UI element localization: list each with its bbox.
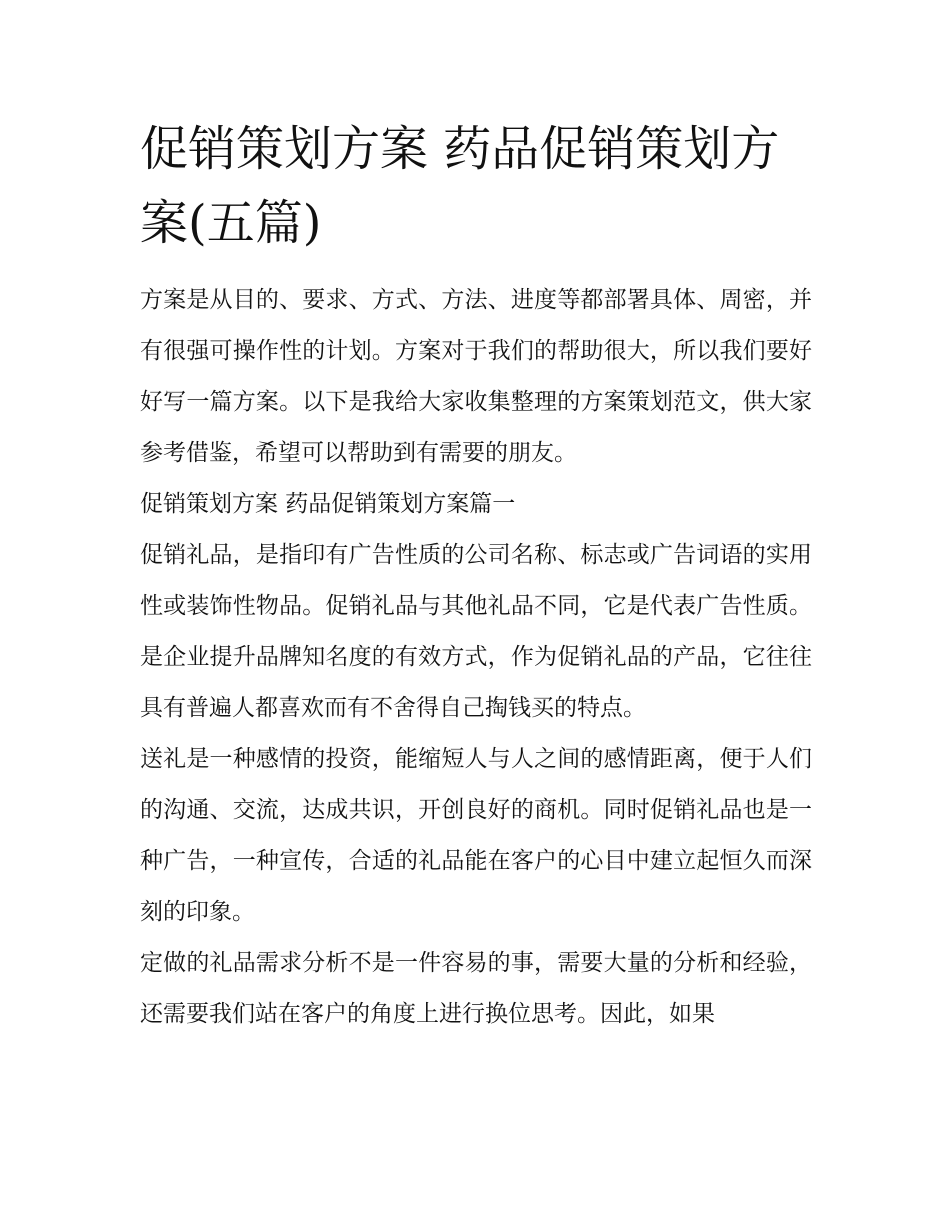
body-paragraph-3: 定做的礼品需求分析不是一件容易的事，需要大量的分析和经验，还需要我们站在客户的角度上进行换位思考。因此，如果 (140, 950, 812, 1027)
body-paragraph-2: 送礼是一种感情的投资，能缩短人与人之间的感情距离，便于人们的沟通、交流，达成共识，开创良好的商机。同时促销礼品也是一种广告，一种宣传，合适的礼品能在客户的心目中建立起恒久而深刻的印象。 (140, 746, 812, 925)
document-title: 促销策划方案 药品促销策划方案(五篇) (140, 121, 780, 251)
document-body (140, 275, 812, 1040)
intro-paragraph: 方案是从目的、要求、方式、方法、进度等都部署具体、周密，并有很强可操作性的计划。方案对于我们的帮助很大，所以我们要好好写一篇方案。以下是我给大家收集整理的方案策划范文，供大家参考借鉴，希望可以帮助到有需要的朋友。 (140, 287, 812, 466)
body-paragraph-1: 促销礼品，是指印有广告性质的公司名称、标志或广告词语的实用性或装饰性物品。促销礼品与其他礼品不同，它是代表广告性质。是企业提升品牌知名度的有效方式，作为促销礼品的产品，它往往具有普遍人都喜欢而有不舍得自己掏钱买的特点。 (140, 542, 812, 721)
section-heading: 促销策划方案 药品促销策划方案篇一 (140, 491, 516, 517)
